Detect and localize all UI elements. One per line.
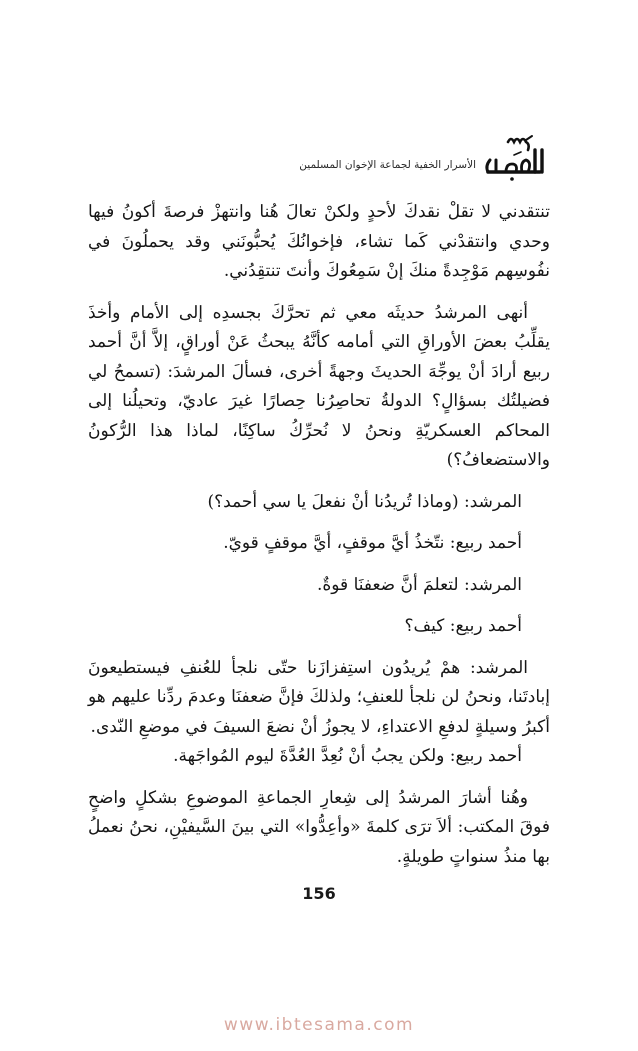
- book-title-logo: [482, 128, 546, 184]
- body-text: [88, 198, 550, 872]
- paragraph: وهُنا أشارَ المرشدُ إلى شِعارِ الجماعةِ الموضوعِ بشكلٍ واضحٍ فوقَ المكتب: ألاَ ترَى كلمةَ «وأعِدُّوا» التي بينَ السَّيفيْنِ، نحنُ نعملُ بها منذُ سنواتٍ طويلةٍ.: [88, 787, 550, 867]
- paragraph: تنتقدني لا تقلْ نقدكَ لأحدٍ ولكنْ تعالَ هُنا وانتهزْ فرصةَ أكونُ فيها وحدي وانتقدْني كَما تشاء، فإخوانُكَ يُحبُّونَني وقد يحملُونَ في نفُوسِهم مَوْجِدةً منكَ إنْ سَمِعُوكَ وأنتَ تنتقِدُني.: [88, 202, 550, 281]
- watermark-url: www.ibtesama.com: [223, 1015, 415, 1035]
- book-subtitle: الأسرار الخفية لجماعة الإخوان المسلمين: [299, 159, 476, 171]
- book-title-calligraphy-icon: [482, 128, 546, 184]
- dialogue-line: أحمد ربيع: ولكن يجبُ أنْ نُعِدَّ العُدَّةَ ليوم المُواجَهة.: [173, 746, 522, 766]
- paragraph: أنهى المرشدُ حديثَه معي ثم تحرَّكَ بجسدِه إلى الأمام وأخذَ يقلِّبُ بعضَ الأوراقِ التي أمامه كأنَّهُ يبحثُ عَنْ أوراقٍ، إلاَّ أنَّ أحمد ربيع أرادَ أنْ يوجِّهَ الحديثَ وجهةً أخرى، فسألَ المرشدَ: (تسمحُ لي فضيلتُك بسؤالٍ؟ الدولةُ تحاصِرُنا حِصارًا غيرَ عاديّ، وتحيلُنا إلى المحاكم العسكريّةِ ونحنُ لا نُحرِّكُ ساكِنًا، لماذا هذا الرُّكونُ والاستضعافُ؟): [88, 302, 550, 470]
- dialogue-line: المرشد: (وماذا تُريدُنا أنْ نفعلَ يا سي أحمد؟): [207, 491, 522, 512]
- dialogue-line: المرشد: همْ يُريدُون استِفزازَنا حتّى نلجأ للعُنفِ فيستطيعونَ إبادتَنا، ونحنُ لن نلجأ للعنفِ؛ ولذلكَ فإنَّ ضعفنَا وعدمَ ردِّنا عليهم هو أكبرُ وسيلةٍ لدفعِ الاعتداءِ، لا يجوزُ أنْ نضعَ السيفَ في موضعِ النّدى.: [88, 657, 550, 737]
- page-number: 156: [302, 884, 336, 903]
- dialogue-line: المرشد: لتعلمَ أنَّ ضعفنَا قوةٌ.: [316, 574, 522, 595]
- dialogue-line: أحمد ربيع: نتّخذُ أيَّ موقفٍ، أيَّ موقفٍ قويّ.: [223, 533, 522, 553]
- running-header: [300, 128, 546, 184]
- dialogue-line: أحمد ربيع: كيف؟: [404, 616, 522, 636]
